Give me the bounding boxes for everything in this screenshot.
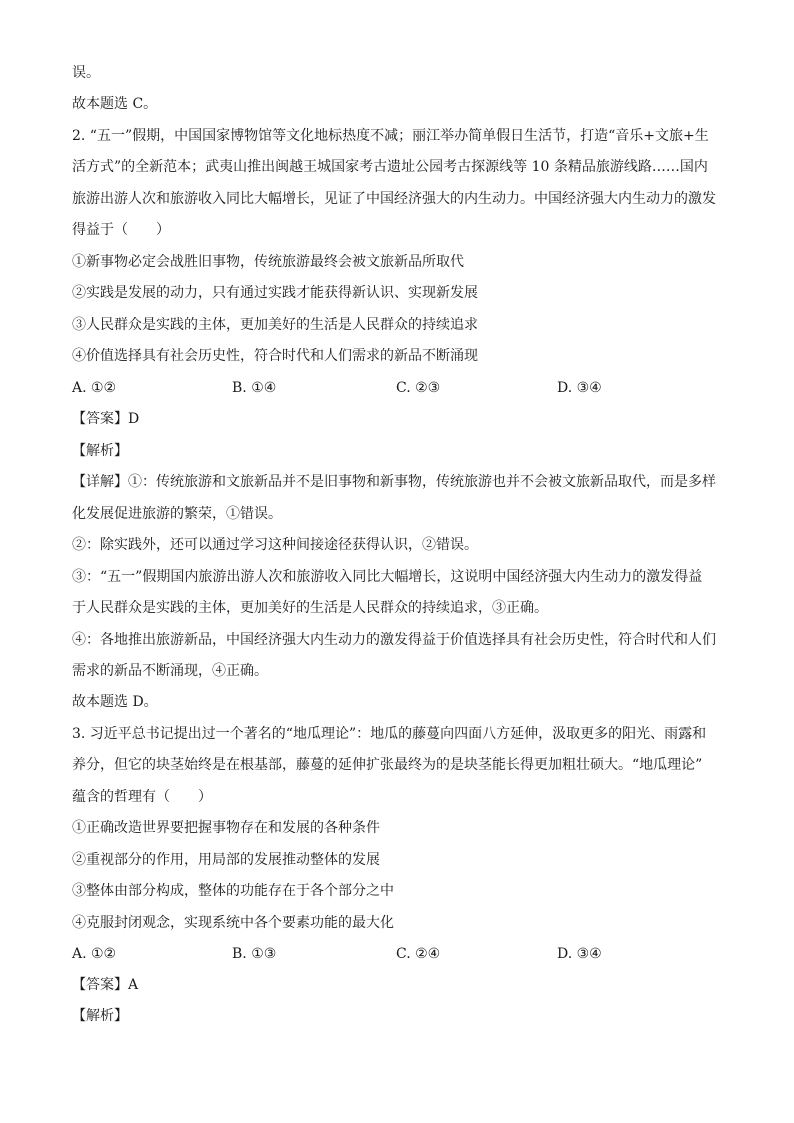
option-c: C. ②③ <box>396 380 441 396</box>
answer-label: 【答案】A <box>72 977 139 993</box>
analysis-label: 【解析】 <box>72 443 128 459</box>
statement-item: ③整体由部分构成，整体的功能存在于各个部分之中 <box>72 883 394 899</box>
statement-item: ②重视部分的作用，用局部的发展推动整体的发展 <box>72 852 380 868</box>
text-line: 故本题选 C。 <box>72 96 158 112</box>
statement-item: ③人民群众是实践的主体，更加美好的生活是人民群众的持续追求 <box>72 317 478 333</box>
option-a: A. ①② <box>72 380 117 396</box>
detail-line: ②：除实践外，还可以通过学习这种间接途径获得认识，②错误。 <box>72 537 478 553</box>
option-a: A. ①② <box>72 946 117 962</box>
question-2-stem: 活方式”的全新范本；武夷山推出闽越王城国家考古遗址公园考古探源线等 10 条精品旅游线路……国内 <box>72 159 708 175</box>
statement-item: ④克服封闭观念，实现系统中各个要素功能的最大化 <box>72 915 394 931</box>
detail-line: 化发展促进旅游的繁荣，①错误。 <box>72 506 282 522</box>
detail-line: 需求的新品不断涌现，④正确。 <box>72 663 268 679</box>
question-2-stem: 2. “五一”假期，中国国家博物馆等文化地标热度不减；丽江举办简单假日生活节，打造“音乐+文旅+生 <box>72 128 709 144</box>
answer-label: 【答案】D <box>72 411 140 427</box>
statement-item: ②实践是发展的动力，只有通过实践才能获得新认识、实现新发展 <box>72 285 478 301</box>
option-b: B. ①④ <box>232 380 277 396</box>
detail-line: 于人民群众是实践的主体，更加美好的生活是人民群众的持续追求，③正确。 <box>72 600 548 616</box>
statement-item: ①正确改造世界要把握事物存在和发展的各种条件 <box>72 820 380 836</box>
statement-item: ④价值选择具有社会历史性，符合时代和人们需求的新品不断涌现 <box>72 348 478 364</box>
question-3-stem: 3. 习近平总书记提出过一个著名的“地瓜理论”：地瓜的藤蔓向四面八方延伸，汲取更多的阳光、雨露和 <box>72 726 707 742</box>
question-3-stem: 蕴含的哲理有（ ） <box>72 789 212 805</box>
option-c: C. ②④ <box>396 946 441 962</box>
analysis-label: 【解析】 <box>72 1008 128 1024</box>
option-d: D. ③④ <box>557 946 602 962</box>
question-3-stem: 养分，但它的块茎始终是在根基部，藤蔓的延伸扩张最终为的是块茎能长得更加粗壮硕大。“地瓜理论” <box>72 757 703 773</box>
detail-line: 故本题选 D。 <box>72 694 158 710</box>
text-line: 误。 <box>72 65 100 81</box>
option-b: B. ①③ <box>232 946 277 962</box>
statement-item: ①新事物必定会战胜旧事物，传统旅游最终会被文旅新品所取代 <box>72 254 464 270</box>
detail-line: ④：各地推出旅游新品，中国经济强大内生动力的激发得益于价值选择具有社会历史性，符合时代和人们 <box>72 632 716 648</box>
question-2-stem: 得益于（ ） <box>72 222 170 238</box>
option-d: D. ③④ <box>557 380 602 396</box>
detail-line: 【详解】①：传统旅游和文旅新品并不是旧事物和新事物，传统旅游也并不会被文旅新品取代，而是多样 <box>72 474 716 490</box>
detail-line: ③：“五一”假期国内旅游出游人次和旅游收入同比大幅增长，这说明中国经济强大内生动力的激发得益 <box>72 569 703 585</box>
question-2-stem: 旅游出游人次和旅游收入同比大幅增长，见证了中国经济强大的内生动力。中国经济强大内生动力的激发 <box>72 191 716 207</box>
